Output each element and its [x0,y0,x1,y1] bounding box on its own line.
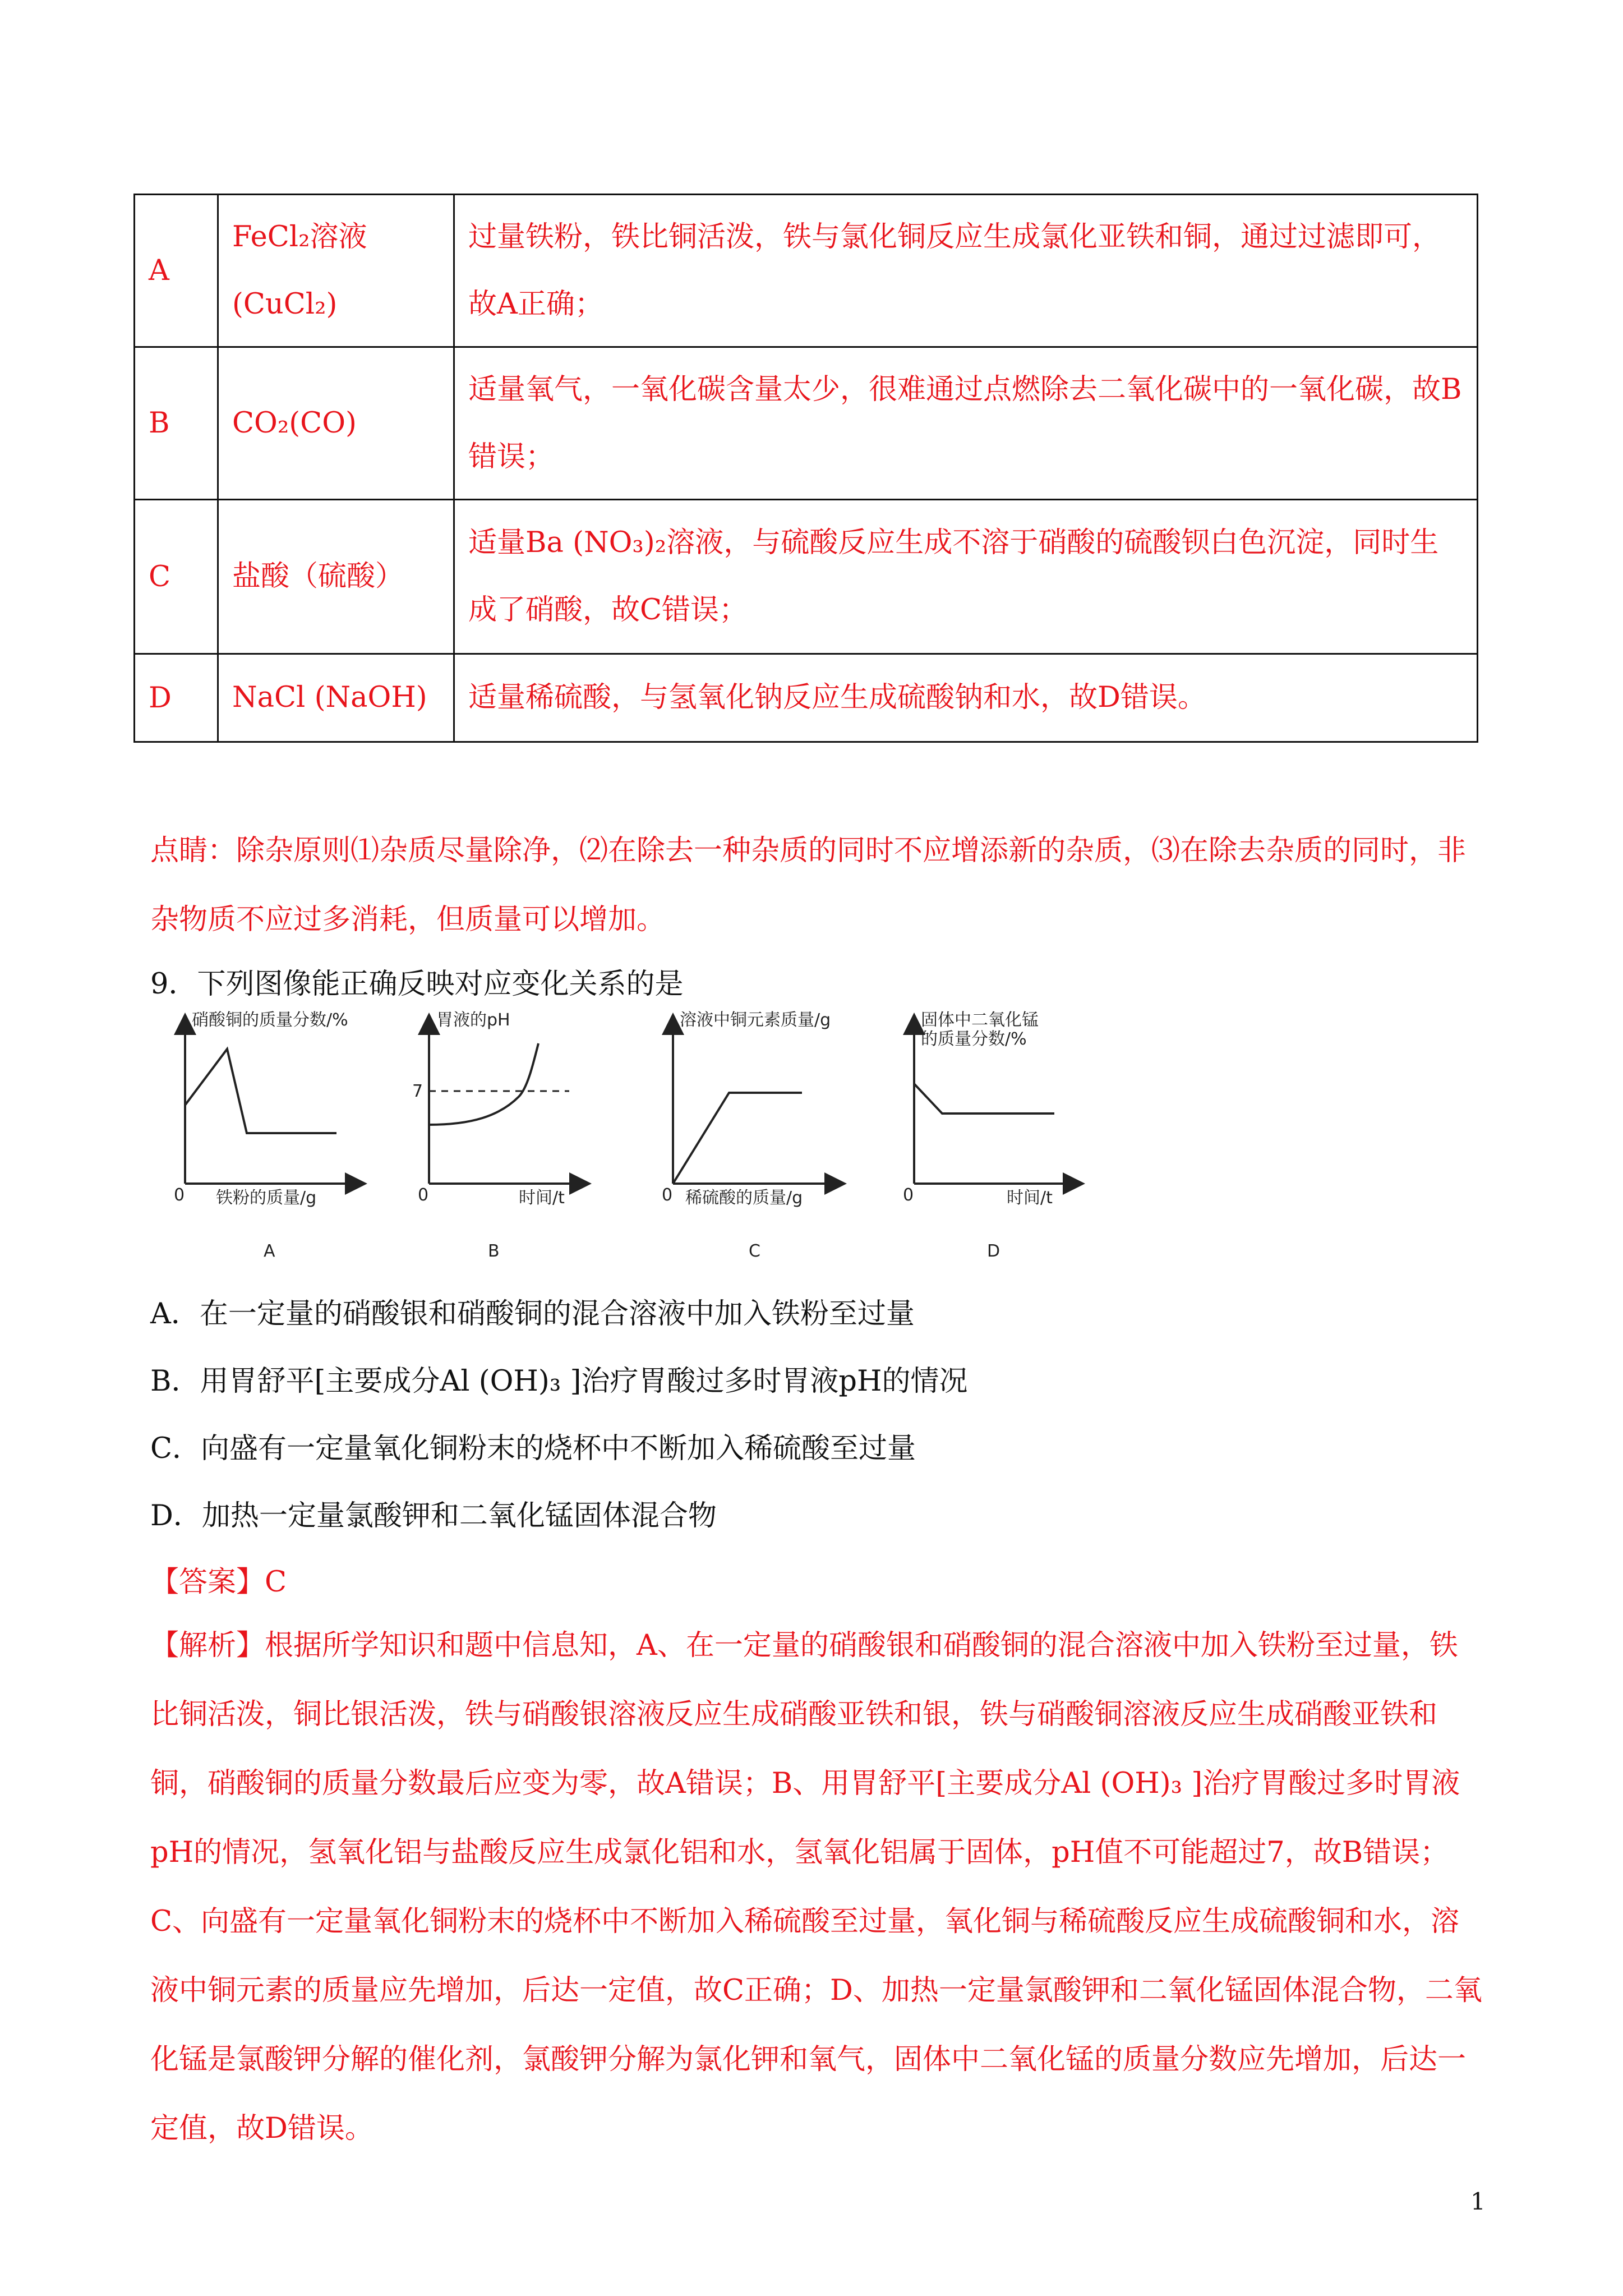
graph-c-label: C [749,1241,760,1261]
table-row [135,500,1478,654]
options-table [133,194,1478,743]
graph-b-ref: 7 [412,1082,423,1101]
graph-d-xlabel: 时间/t [1007,1188,1053,1208]
graph-b-xlabel: 时间/t [519,1188,565,1208]
graph-a [174,1010,356,1261]
answer-graphs [168,1010,1099,1268]
graph-d [903,1010,1074,1261]
option-c: C．向盛有一定量氧化铜粉末的烧杯中不断加入稀硫酸至过量 [150,1432,916,1465]
row-key: C [135,500,218,654]
table-row [135,347,1478,500]
option-a: A．在一定量的硝酸银和硝酸铜的混合溶液中加入铁粉至过量 [150,1297,915,1331]
graph-b-origin: 0 [418,1185,429,1205]
graph-a-ylabel: 硝酸铜的质量分数/% [192,1010,348,1030]
graph-b [412,1010,580,1261]
row-explanation: 适量氧气，一氧化碳含量太少，很难通过点燃除去二氧化碳中的一氧化碳，故B错误； [454,347,1478,500]
graph-b-ylabel: 胃液的pH [436,1010,510,1030]
row-key: D [135,654,218,742]
page-number: 1 [1470,2188,1486,2215]
graph-c-xlabel: 稀硫酸的质量/g [685,1188,803,1208]
row-explanation: 过量铁粉，铁比铜活泼，铁与氯化铜反应生成氯化亚铁和铜，通过过滤即可，故A正确； [454,195,1478,347]
row-key: B [135,347,218,500]
question-stem: 9．下列图像能正确反映对应变化关系的是 [150,968,684,1001]
table-row [135,654,1478,742]
graph-c-ylabel: 溶液中铜元素质量/g [680,1010,831,1030]
tip-paragraph: 点睛：除杂原则⑴杂质尽量除净，⑵在除去一种杂质的同时不应增添新的杂质，⑶在除去杂质的同时，非杂物质不应过多消耗，但质量可以增加。 [150,834,1467,936]
row-key: A [135,195,218,347]
table-row [135,195,1478,347]
row-substance: CO₂(CO) [218,347,454,500]
option-d: D．加热一定量氯酸钾和二氧化锰固体混合物 [150,1499,717,1533]
graph-a-label: A [264,1241,275,1261]
graph-b-label: B [488,1241,500,1261]
option-b: B．用胃舒平[主要成分Al (OH)₃ ]治疗胃酸过多时胃液pH的情况 [150,1365,968,1398]
answer-line: 【答案】C [150,1566,287,1599]
graph-d-label: D [987,1241,1000,1261]
analysis-paragraph: 【解析】根据所学知识和题中信息知，A、在一定量的硝酸银和硝酸铜的混合溶液中加入铁粉至过量，铁比铜活泼，铜比银活泼，铁与硝酸银溶液反应生成硝酸亚铁和银，铁与硝酸铜溶液反应生成硝酸亚铁和铜，硝酸铜的质量分数最后应变为零，故A错误；B、用胃舒平[主要成分Al (OH)₃ ]治疗胃酸过多时胃液pH的情况，氢氧化铝与盐酸反应生成氯化铝和水，氢氧化铝属于固体，pH值不可能超过7，故B错误；C、向盛有一定量氧化铜粉末的烧杯中不断加入稀硫酸至过量，氧化铜与稀硫酸反应生成硫酸铜和水，溶液中铜元素的质量应先增加，后达一定值，故C正确；D、加热一定量氯酸钾和二氧化锰固体混合物，二氧化锰是氯酸钾分解的催化剂，氯酸钾分解为氯化钾和氧气，固体中二氧化锰的质量分数应先增加，后达一定值，故D错误。 [150,1629,1482,2145]
row-substance: FeCl₂溶液 (CuCl₂) [218,195,454,347]
row-substance: NaCl (NaOH) [218,654,454,742]
graph-c [662,1010,836,1261]
row-substance: 盐酸（硫酸） [218,500,454,654]
graph-c-origin: 0 [662,1185,673,1205]
graph-a-xlabel: 铁粉的质量/g [216,1188,317,1208]
row-explanation: 适量稀硫酸，与氢氧化钠反应生成硫酸钠和水，故D错误。 [454,654,1478,742]
row-explanation: 适量Ba (NO₃)₂溶液，与硫酸反应生成不溶于硝酸的硫酸钡白色沉淀，同时生成了硝酸，故C错误； [454,500,1478,654]
graph-d-ylabel: 固体中二氧化锰 的质量分数/% [921,1010,1039,1049]
graph-a-origin: 0 [174,1185,185,1205]
graph-d-origin: 0 [903,1185,914,1205]
